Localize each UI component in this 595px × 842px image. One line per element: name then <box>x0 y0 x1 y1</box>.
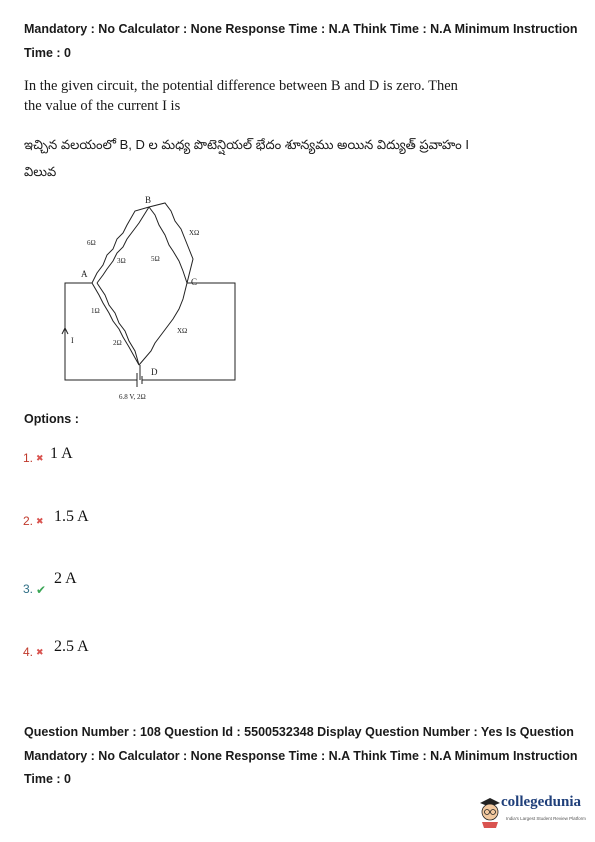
question-text-english: In the given circuit, the potential difference between B and D is zero. Then the value of the current I is <box>24 78 458 114</box>
option-number: 3. <box>23 582 34 596</box>
logo-tagline: India's Largest Student Review Platform <box>506 816 586 821</box>
circuit-wires <box>62 203 235 387</box>
resistor-5-label: 5Ω <box>151 255 160 263</box>
cross-icon: ✖ <box>36 647 44 658</box>
option-text: 1.5 A <box>54 508 89 525</box>
option-3[interactable] <box>23 570 77 597</box>
option-1[interactable] <box>23 445 73 465</box>
option-2[interactable] <box>23 508 89 528</box>
option-text: 2.5 A <box>54 638 89 655</box>
question-meta-top: Mandatory : No Calculator : None Response Time : N.A Think Time : N.A Minimum Instruction Time : 0 <box>24 22 578 60</box>
resistor-x-top-label: XΩ <box>189 229 200 237</box>
node-c-label: C <box>191 277 198 287</box>
node-a-label: A <box>81 269 88 279</box>
option-number: 2. <box>23 514 34 528</box>
question-meta-bottom: Question Number : 108 Question Id : 5500532348 Display Question Number : Yes Is Question Mandatory : No Calculator : None Response Time : N.A Think Time : N.A Minimum Instruction Time : 0 <box>24 725 578 786</box>
cross-icon: ✖ <box>36 453 44 464</box>
cross-icon: ✖ <box>36 516 44 527</box>
node-b-label: B <box>145 195 152 205</box>
current-label: I <box>71 336 74 345</box>
battery-label: 6.8 V, 2Ω <box>119 393 146 401</box>
resistor-6-label: 6Ω <box>87 239 96 247</box>
option-number: 1. <box>23 451 34 465</box>
circuit-diagram <box>55 195 245 405</box>
options-title: Options : <box>24 412 79 426</box>
resistor-2-label: 2Ω <box>113 339 122 347</box>
mascot-icon <box>480 798 500 828</box>
option-4[interactable] <box>23 638 89 659</box>
resistor-3-label: 3Ω <box>117 257 126 265</box>
option-text: 1 A <box>50 445 73 462</box>
resistor-1-label: 1Ω <box>91 307 100 315</box>
node-d-label: D <box>151 367 158 377</box>
check-icon: ✔ <box>36 582 47 597</box>
resistor-x-bottom-label: XΩ <box>177 327 188 335</box>
option-text: 2 A <box>54 570 77 587</box>
logo-wordmark: collegedunia <box>501 794 582 810</box>
option-number: 4. <box>23 645 34 659</box>
question-text-telugu: ఇచ్చిన వలయంలో B, D ల మధ్య పొటెన్షియల్ భేదం శూన్యము అయిన విద్యుత్ ప్రవాహం I విలువ <box>24 137 469 179</box>
